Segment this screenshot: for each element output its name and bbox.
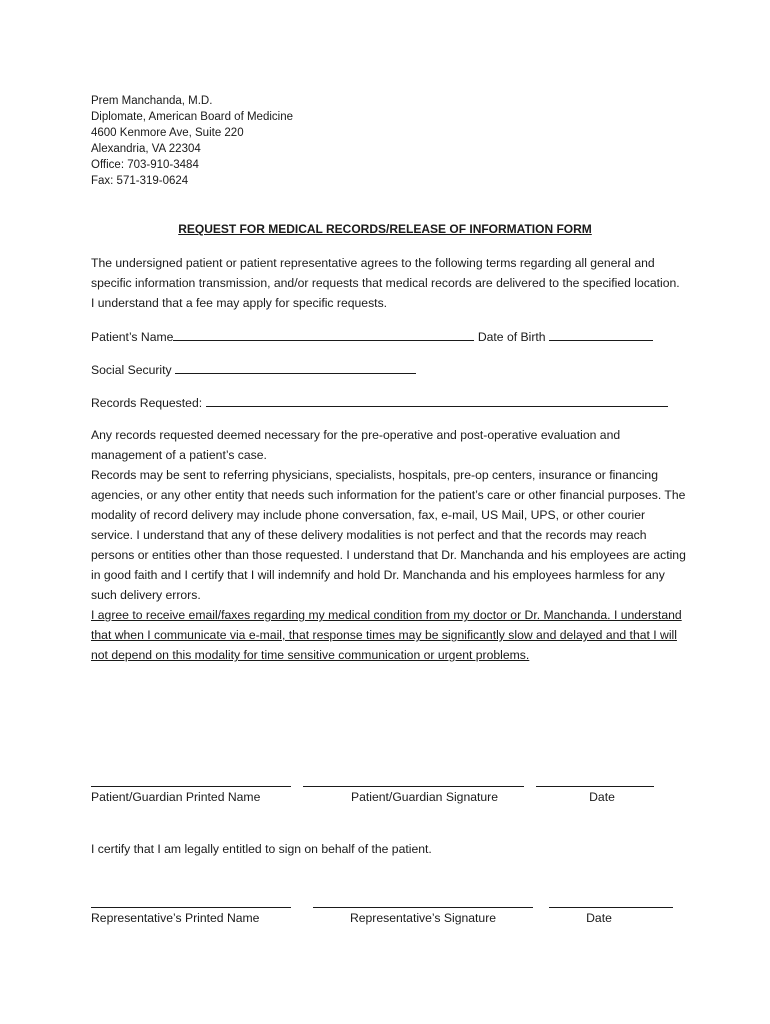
rep-date-label: Date — [586, 911, 612, 925]
patient-printed-name-label: Patient/Guardian Printed Name — [91, 790, 261, 804]
patient-printed-name-line[interactable] — [91, 786, 291, 787]
doctor-credential: Diplomate, American Board of Medicine — [91, 111, 293, 123]
rep-printed-name-label: Representative’s Printed Name — [91, 911, 260, 925]
form-title: REQUEST FOR MEDICAL RECORDS/RELEASE OF INFORMATION FORM — [178, 222, 592, 236]
terms-paragraph-1: Any records requested deemed necessary for the pre-operative and post-operative evaluation and management of a patient’s case. — [91, 428, 621, 462]
records-requested-row — [91, 393, 668, 410]
patient-signature-label: Patient/Guardian Signature — [350, 790, 499, 804]
rep-printed-name-line[interactable] — [91, 907, 291, 908]
records-requested-label: Records Requested: — [91, 396, 203, 410]
doctor-name: Prem Manchanda, M.D. — [91, 95, 213, 107]
address-line-2: Alexandria, VA 22304 — [91, 143, 201, 155]
terms-paragraph-2: Records may be sent to referring physicians, specialists, hospitals, pre-op centers, insurance or financing agencies, or any other entity that needs such information for the patient’s care or other financial purposes. The modality of record delivery may include phone conversation, fax, e-mail, US Mail, UPS, or other courier service. I understand that any of these delivery modalities is not perfect and that the records may reach persons or entities other than those requested. I understand that Dr. Manchanda and his employees are acting in good faith and I certify that I will indemnify and hold Dr. Manchanda and his employees harmless for any such delivery errors. — [91, 468, 686, 602]
dob-label: Date of Birth — [477, 330, 546, 344]
terms-body — [91, 425, 686, 665]
ssn-field[interactable] — [175, 360, 416, 374]
intro-paragraph: The undersigned patient or patient representative agrees to the following terms regarding all general and specific information transmission, and/or requests that medical records are delivered to the specified location. I understand that a fee may apply for specific requests. — [91, 256, 680, 310]
terms-paragraph-3: I agree to receive email/faxes regarding my medical condition from my doctor or Dr. Manchanda. I understand that when I communicate via e-mail, that response times may be significantly slow and delayed and that I will not depend on this modality for time sensitive communication or urgent problems. — [91, 608, 682, 662]
address-line-1: 4600 Kenmore Ave, Suite 220 — [91, 127, 244, 139]
rep-signature-line[interactable] — [313, 907, 533, 908]
ssn-row — [91, 360, 416, 377]
fax-number: Fax: 571-319-0624 — [91, 175, 189, 187]
patient-name-label: Patient’s Name — [91, 330, 174, 344]
patient-date-line[interactable] — [536, 786, 654, 787]
patient-name-field[interactable] — [173, 327, 474, 341]
rep-signature-label: Representative’s Signature — [349, 911, 497, 925]
patient-signature-line[interactable] — [303, 786, 524, 787]
doctor-letterhead — [91, 93, 293, 189]
records-requested-field[interactable] — [206, 393, 668, 407]
office-phone: Office: 703-910-3484 — [91, 159, 199, 171]
certify-statement: I certify that I am legally entitled to sign on behalf of the patient. — [91, 842, 432, 856]
patient-date-label: Date — [589, 790, 615, 804]
dob-field[interactable] — [549, 327, 653, 341]
patient-name-row — [91, 327, 653, 344]
rep-date-line[interactable] — [549, 907, 673, 908]
ssn-label: Social Security — [91, 363, 172, 377]
